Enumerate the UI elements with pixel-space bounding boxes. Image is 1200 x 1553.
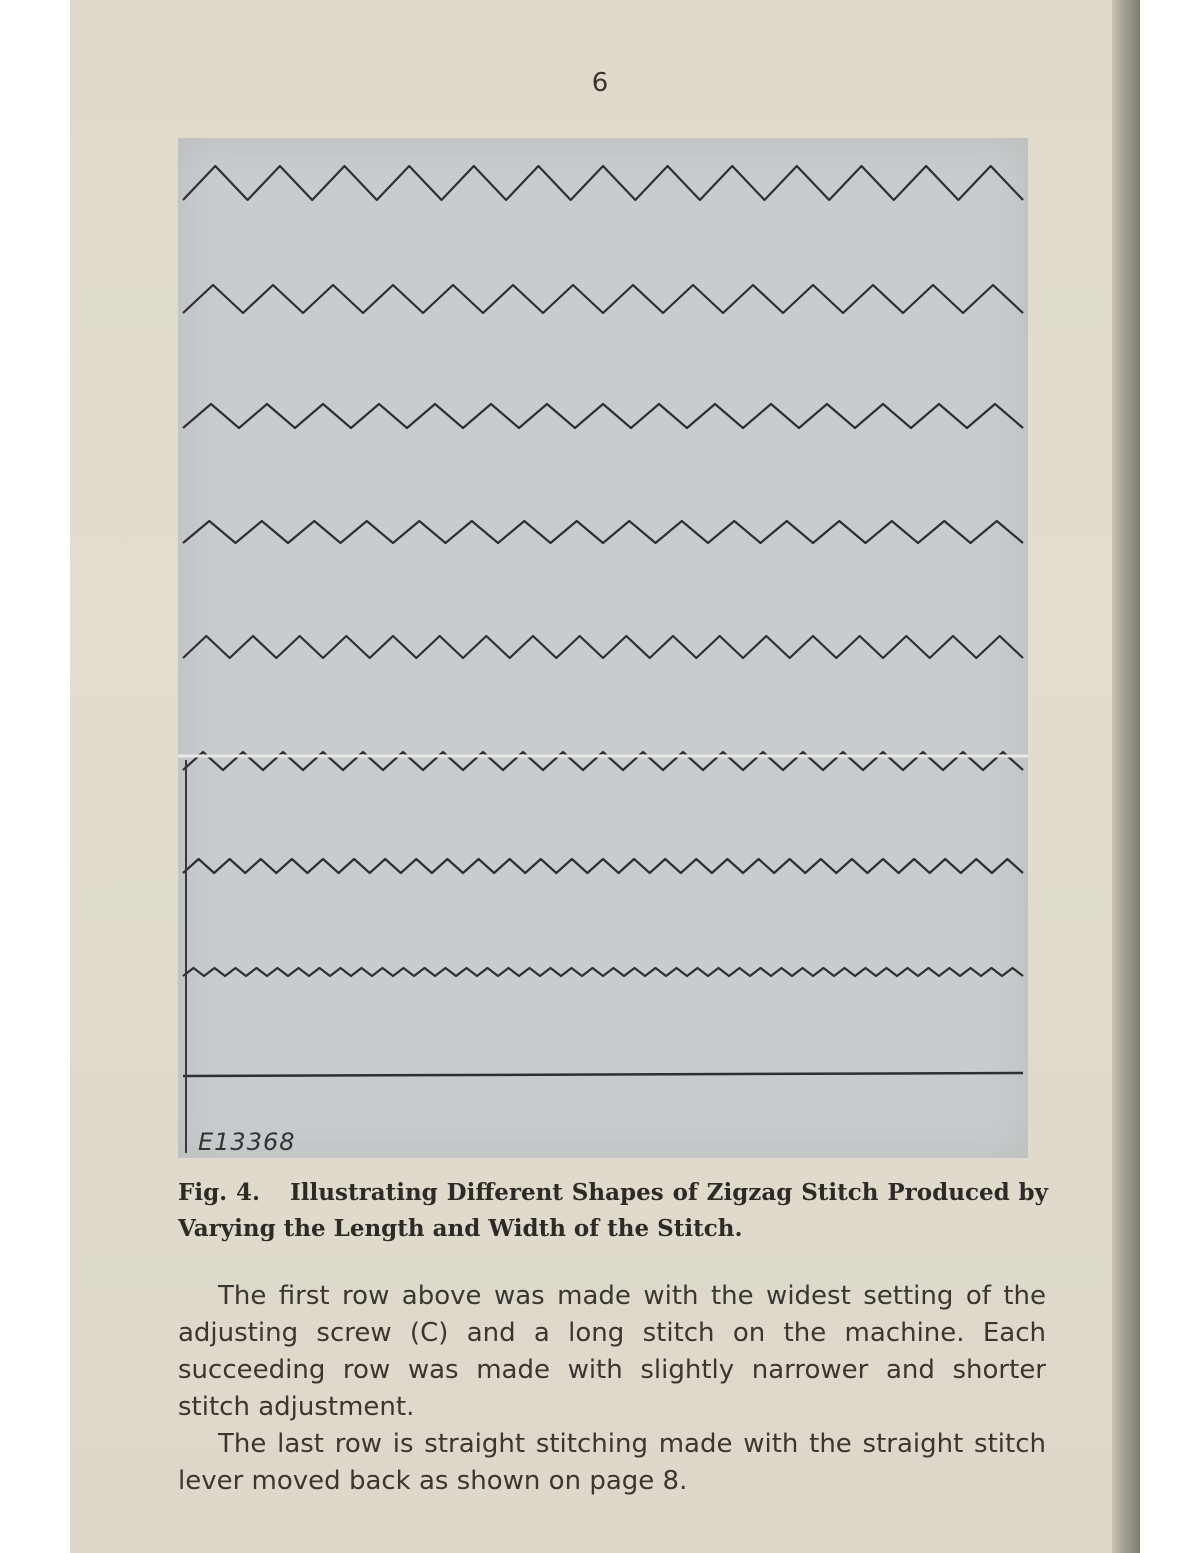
stitch-rows-drawing	[178, 138, 1028, 1158]
page-number: 6	[591, 68, 609, 98]
straight-stitch-row	[183, 1073, 1023, 1076]
zigzag-stitch-row-3	[183, 404, 1023, 428]
body-paragraph-1: The first row above was made with the widest setting of the adjusting screw (C) and a long stitch on the machine. Each succeeding row was made with slightly narrower and shorter stitch adjustment.	[178, 1281, 1046, 1422]
zigzag-stitch-row-5	[183, 636, 1023, 658]
page-edge-shadow	[1112, 0, 1140, 1553]
body-text	[178, 1278, 1046, 1500]
figure-label: Fig. 4.	[178, 1179, 261, 1206]
figure-caption	[178, 1175, 1048, 1247]
figure-caption-text: Illustrating Different Shapes of Zigzag Stitch Produced by Varying the Length and Width of the Stitch.	[178, 1179, 1048, 1242]
zigzag-stitch-row-4	[183, 521, 1023, 543]
zigzag-stitch-row-1	[183, 166, 1023, 200]
stitch-sample-figure	[178, 138, 1028, 1158]
figure-code: E13368	[198, 1128, 296, 1156]
body-paragraph-2: The last row is straight stitching made with the straight stitch lever moved back as shown on page 8.	[178, 1429, 1046, 1496]
zigzag-stitch-row-8	[183, 968, 1023, 976]
zigzag-stitch-row-7	[183, 859, 1023, 873]
zigzag-stitch-row-2	[183, 285, 1023, 313]
